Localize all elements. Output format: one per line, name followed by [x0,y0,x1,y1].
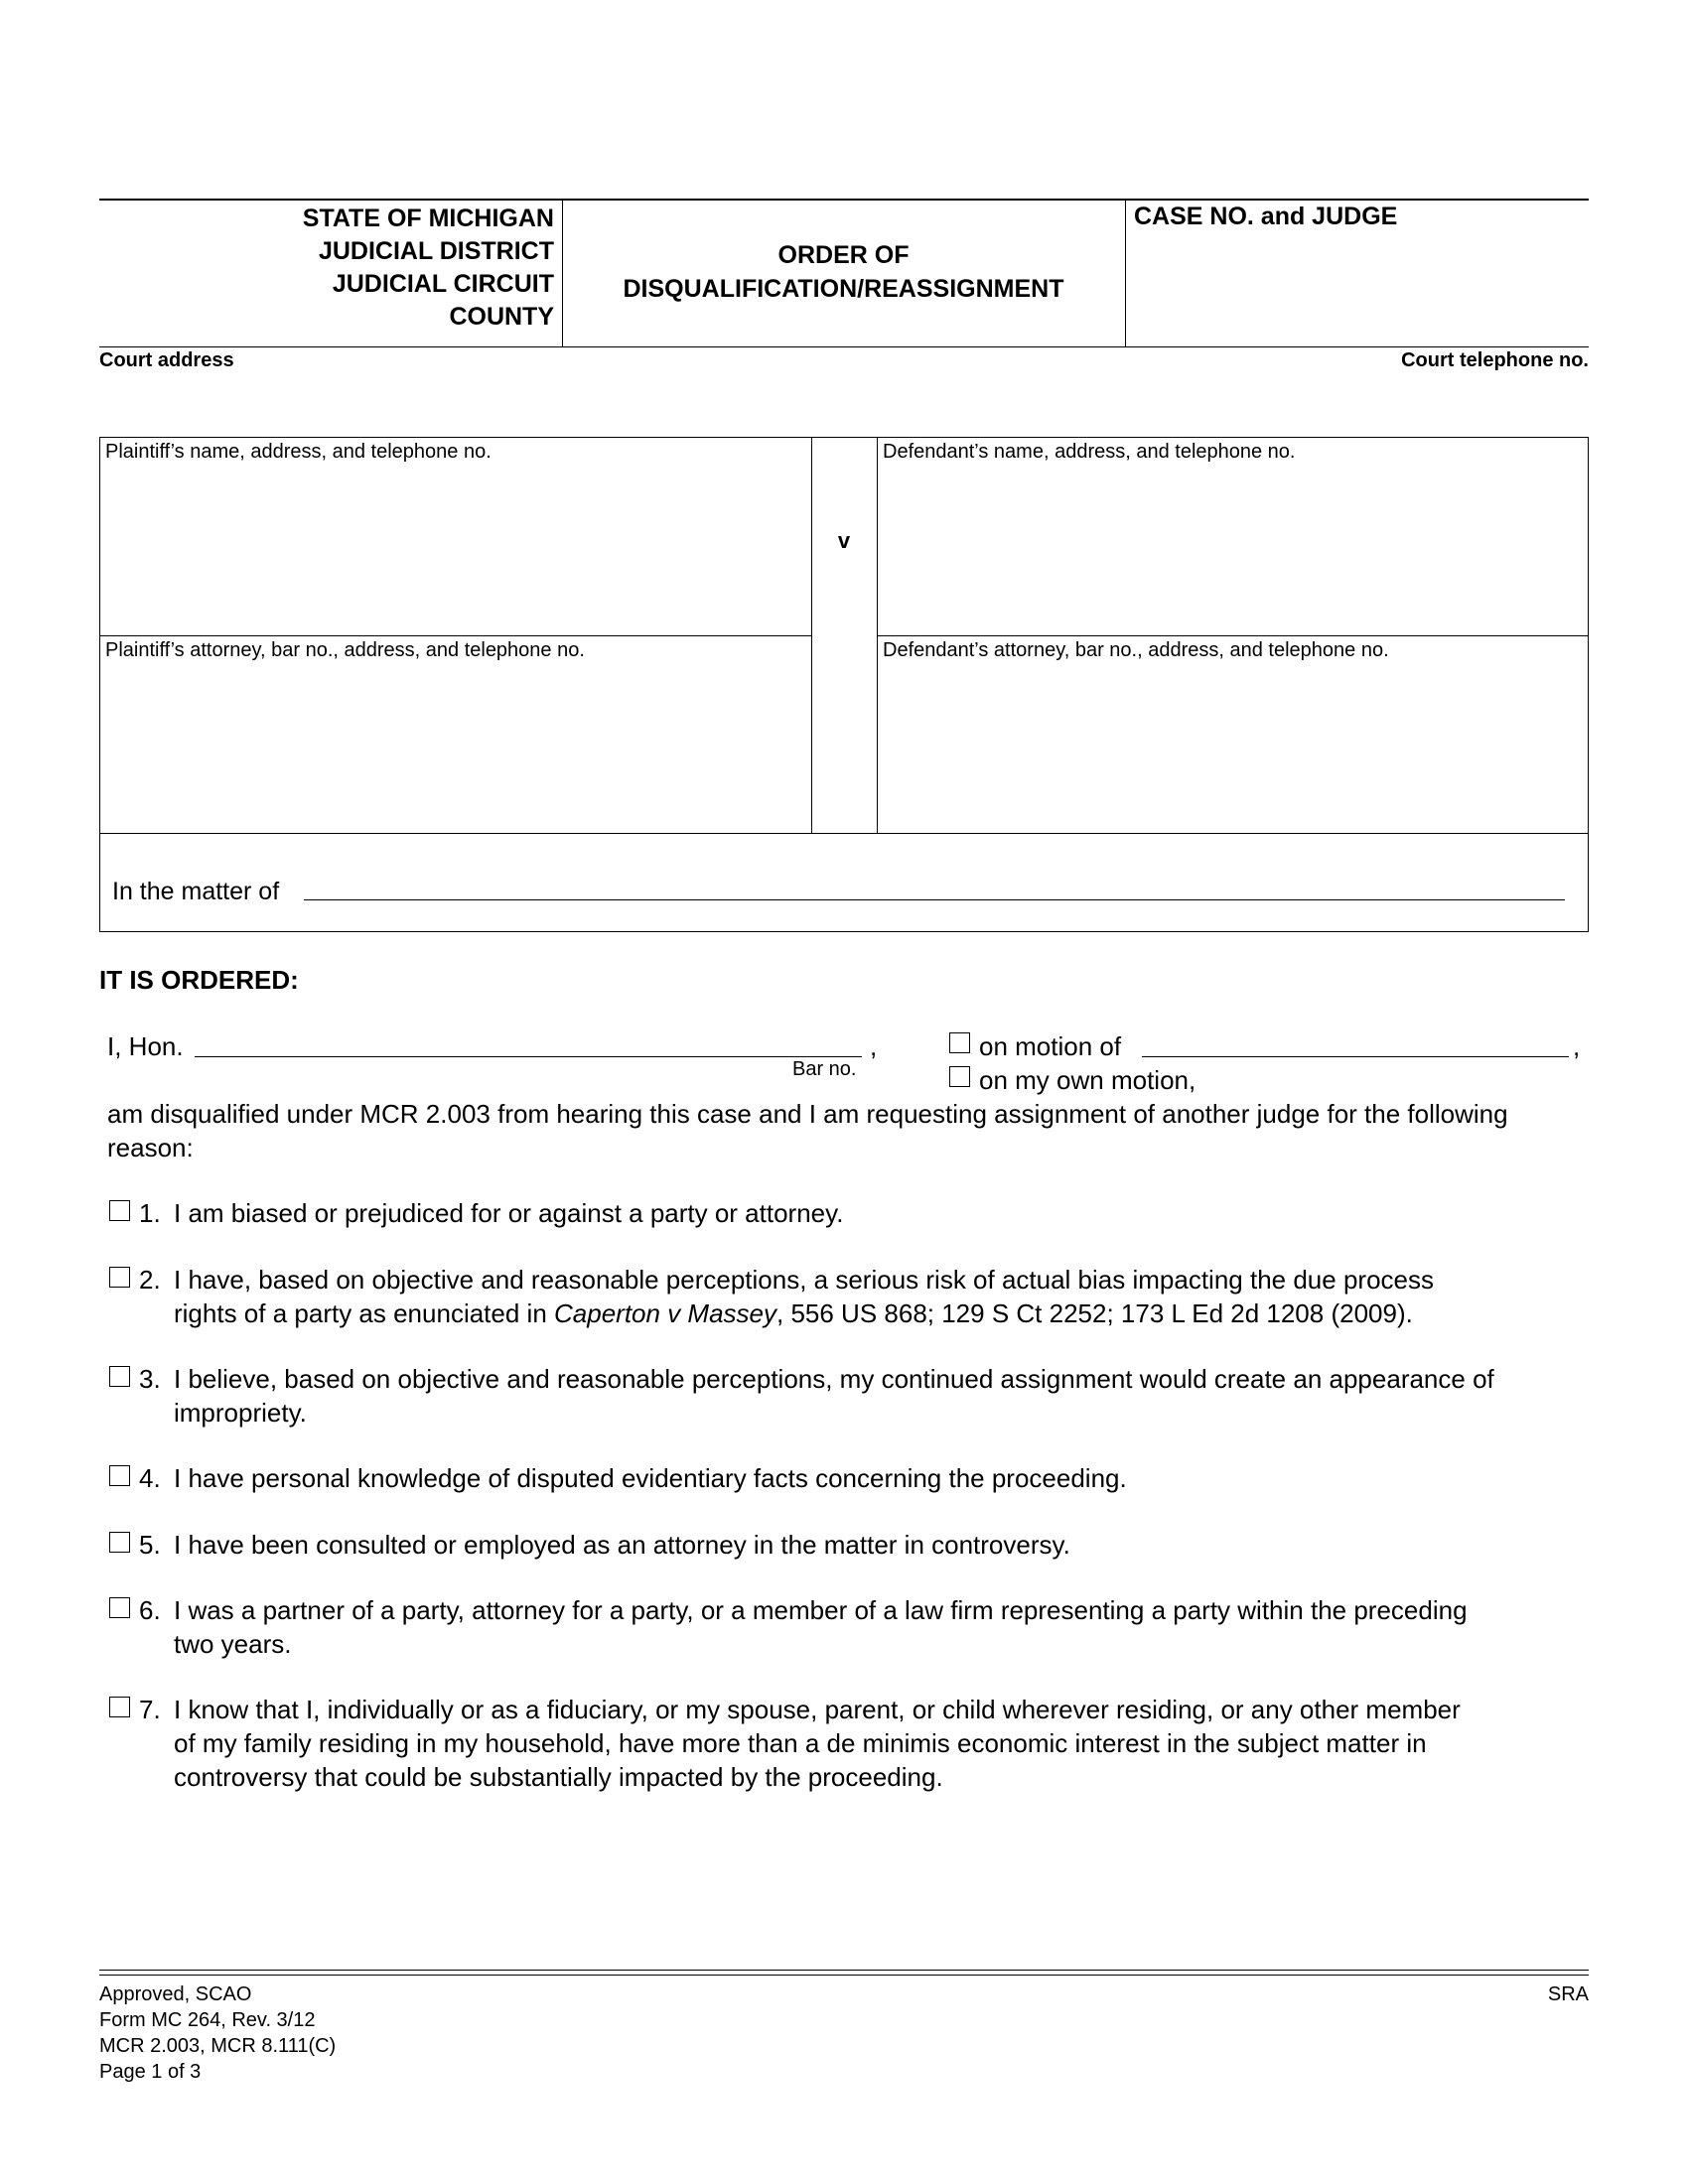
reason-text [174,1263,1604,1330]
reason-text [174,1196,1604,1230]
header-top-rule [99,199,1589,201]
matter-input[interactable] [304,899,1565,900]
reason-line: impropriety. [174,1398,307,1428]
footer-rule [99,1975,1589,1976]
bar-no-label: Bar no. [792,1058,857,1080]
versus-column [811,437,878,834]
defendant-label: Defendant’s name, address, and telephone no. [883,441,1296,463]
versus-label: v [837,528,851,553]
own-motion-label: on my own motion, [979,1065,1196,1095]
plaintiff-attorney-label: Plaintiff’s attorney, bar no., address, and telephone no. [105,639,585,661]
reason-text [174,1528,1604,1562]
matter-label: In the matter of [112,878,280,905]
reason-checkbox[interactable] [109,1267,130,1288]
court-state: STATE OF MICHIGAN [302,205,554,232]
reason-line: I have, based on objective and reasonable perceptions, a serious risk of actual bias impacting the due process [174,1265,1434,1295]
reason-checkbox[interactable] [109,1532,130,1553]
reason-checkbox[interactable] [109,1597,130,1618]
reason-number: 7. [139,1695,161,1724]
reason-number: 5. [139,1530,161,1560]
reason-text [174,1362,1604,1430]
court-county: COUNTY [449,303,554,331]
on-motion-label: on motion of [979,1031,1122,1061]
reason-line: I am biased or prejudiced for or against a party or attorney. [174,1198,844,1228]
motion-party-input[interactable] [1142,1056,1569,1057]
header-bottom-rule [99,346,1589,347]
form-title-line1: ORDER OF [777,241,910,269]
reason-line [174,1297,1604,1330]
reason-checkbox[interactable] [109,1465,130,1486]
comma: , [1573,1031,1581,1061]
reason-line: controversy that could be substantially impacted by the proceeding. [174,1762,943,1792]
reason-line: two years. [174,1629,292,1659]
header-divider [1125,199,1126,347]
footer-info [99,1981,336,2085]
reason-checkbox[interactable] [109,1200,130,1221]
reason-number: 4. [139,1463,161,1493]
reason-checkbox[interactable] [109,1366,130,1387]
reason-text [174,1461,1604,1495]
case-citation: Caperton v Massey [554,1298,776,1328]
on-motion-checkbox[interactable] [949,1032,970,1053]
footer-approved: Approved, SCAO [99,1983,252,2005]
footer-code: SRA [1547,1983,1589,2005]
case-no-judge-field[interactable]: CASE NO. and JUDGE [1134,203,1398,230]
order-heading: IT IS ORDERED: [99,965,299,995]
plaintiff-label: Plaintiff’s name, address, and telephone no. [105,441,492,463]
judge-name-input[interactable] [195,1056,862,1057]
reason-line-text: , 556 US 868; 129 S Ct 2252; 173 L Ed 2d 1208 (2009). [776,1298,1413,1328]
reason-text [174,1593,1604,1661]
comma: , [870,1031,878,1061]
reason-line: I believe, based on objective and reasonable perceptions, my continued assignment would create an appearance of [174,1364,1494,1394]
reason-text [174,1693,1604,1794]
disqualification-statement: am disqualified under MCR 2.003 from hearing this case and I am requesting assignment of another judge for the following [107,1099,1508,1129]
defendant-attorney-label: Defendant’s attorney, bar no., address, and telephone no. [883,639,1389,661]
reason-number: 6. [139,1595,161,1625]
plaintiff-attorney-field[interactable] [99,635,812,834]
footer-rule [99,1970,1589,1971]
court-address-label: Court address [99,349,234,371]
reason-line: I have been consulted or employed as an attorney in the matter in controversy. [174,1530,1070,1560]
reason-line: I know that I, individually or as a fiduciary, or my spouse, parent, or child wherever residing, or any other member [174,1695,1461,1724]
reason-checkbox[interactable] [109,1697,130,1717]
reason-line: I have personal knowledge of disputed evidentiary facts concerning the proceeding. [174,1463,1127,1493]
own-motion-checkbox[interactable] [949,1066,970,1087]
form-title-line2: DISQUALIFICATION/REASSIGNMENT [623,275,1064,303]
defendant-field[interactable] [877,437,1589,636]
footer-mcr: MCR 2.003, MCR 8.111(C) [99,2035,337,2057]
reason-number: 1. [139,1198,161,1228]
reason-line: of my family residing in my household, have more than a de minimis economic interest in the subject matter in [174,1728,1427,1758]
court-circuit: JUDICIAL CIRCUIT [332,270,554,298]
footer-page-number: Page 1 of 3 [99,2061,202,2083]
reason-label: reason: [107,1133,194,1162]
court-district: JUDICIAL DISTRICT [318,237,554,265]
reason-number: 3. [139,1364,161,1394]
court-identification [99,203,554,334]
matter-box [99,833,1589,932]
plaintiff-field[interactable] [99,437,812,636]
hon-label: I, Hon. [107,1031,184,1061]
reason-line-text: rights of a party as enunciated in [174,1298,555,1328]
reason-line: I was a partner of a party, attorney for a party, or a member of a law firm representing a party within the preceding [174,1595,1468,1625]
form-title [562,238,1125,306]
reason-number: 2. [139,1265,161,1295]
defendant-attorney-field[interactable] [877,635,1589,834]
court-phone-label: Court telephone no. [1401,349,1589,371]
footer-form-number: Form MC 264, Rev. 3/12 [99,2009,316,2031]
